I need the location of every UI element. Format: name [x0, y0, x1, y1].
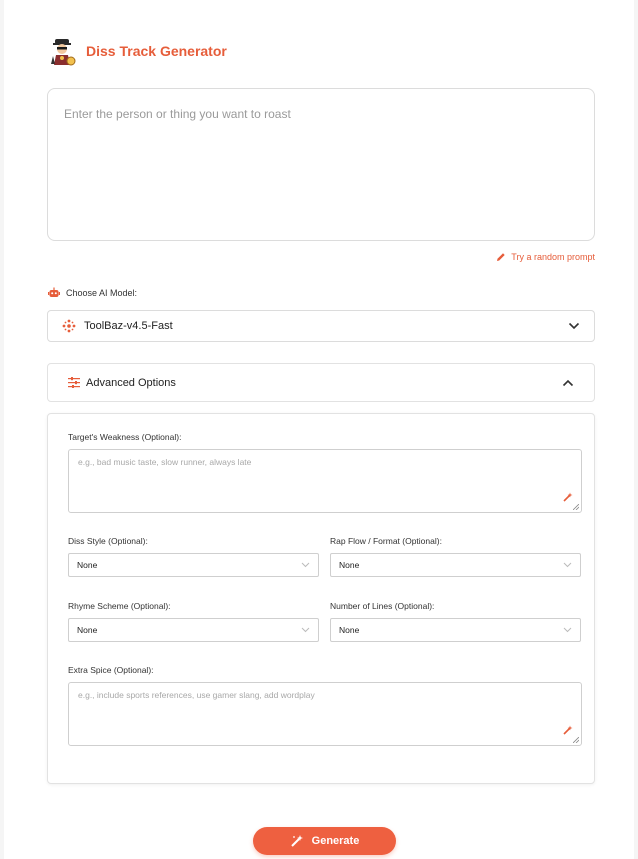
- resize-grip-icon[interactable]: [573, 504, 579, 510]
- model-select[interactable]: [47, 310, 595, 342]
- random-prompt-link[interactable]: [496, 252, 595, 262]
- model-sparkle-icon: [62, 319, 76, 333]
- number-of-lines-select[interactable]: [330, 618, 581, 642]
- weakness-field[interactable]: [69, 450, 581, 512]
- app-header: [48, 36, 227, 66]
- weakness-field-box[interactable]: [68, 449, 582, 513]
- model-label: [48, 287, 137, 298]
- roast-target-input[interactable]: [48, 89, 594, 240]
- robot-icon: [48, 287, 60, 298]
- advanced-options-toggle[interactable]: [47, 363, 595, 402]
- model-label-text: Choose AI Model:: [66, 287, 138, 298]
- chevron-down-icon: [301, 627, 310, 633]
- generate-button[interactable]: [253, 827, 396, 855]
- rhyme-scheme-label: Rhyme Scheme (Optional):: [68, 601, 171, 611]
- magic-wand-icon: [290, 834, 304, 848]
- resize-grip-icon[interactable]: [573, 737, 579, 743]
- weakness-label: Target's Weakness (Optional):: [68, 432, 182, 442]
- model-select-value: ToolBaz-v4.5-Fast: [84, 320, 173, 332]
- rapper-logo-icon: [48, 36, 76, 66]
- rhyme-scheme-value: None: [77, 625, 98, 635]
- chevron-up-icon: [562, 379, 574, 387]
- page: [4, 0, 634, 859]
- chevron-down-icon: [563, 627, 572, 633]
- diss-style-label: Diss Style (Optional):: [68, 536, 148, 546]
- extra-spice-label: Extra Spice (Optional):: [68, 665, 154, 675]
- page-title: Diss Track Generator: [86, 43, 227, 59]
- diss-style-select[interactable]: [68, 553, 319, 577]
- extra-spice-field-box[interactable]: [68, 682, 582, 746]
- number-of-lines-value: None: [339, 625, 360, 635]
- chevron-down-icon: [301, 562, 310, 568]
- rap-flow-label: Rap Flow / Format (Optional):: [330, 536, 442, 546]
- number-of-lines-label: Number of Lines (Optional):: [330, 601, 435, 611]
- magic-wand-icon[interactable]: [563, 492, 573, 502]
- rap-flow-value: None: [339, 560, 360, 570]
- extra-spice-field[interactable]: [69, 683, 581, 745]
- magic-wand-icon[interactable]: [563, 725, 573, 735]
- pencil-icon: [496, 252, 506, 262]
- chevron-down-icon: [563, 562, 572, 568]
- diss-style-value: None: [77, 560, 98, 570]
- sliders-icon: [68, 377, 80, 388]
- advanced-options-panel: [47, 413, 595, 784]
- rhyme-scheme-select[interactable]: [68, 618, 319, 642]
- chevron-down-icon: [568, 322, 580, 330]
- rap-flow-select[interactable]: [330, 553, 581, 577]
- generate-label: Generate: [311, 835, 360, 847]
- random-prompt-label: Try a random prompt: [511, 252, 595, 262]
- roast-target-input-box[interactable]: [47, 88, 595, 241]
- advanced-options-label: Advanced Options: [86, 376, 176, 389]
